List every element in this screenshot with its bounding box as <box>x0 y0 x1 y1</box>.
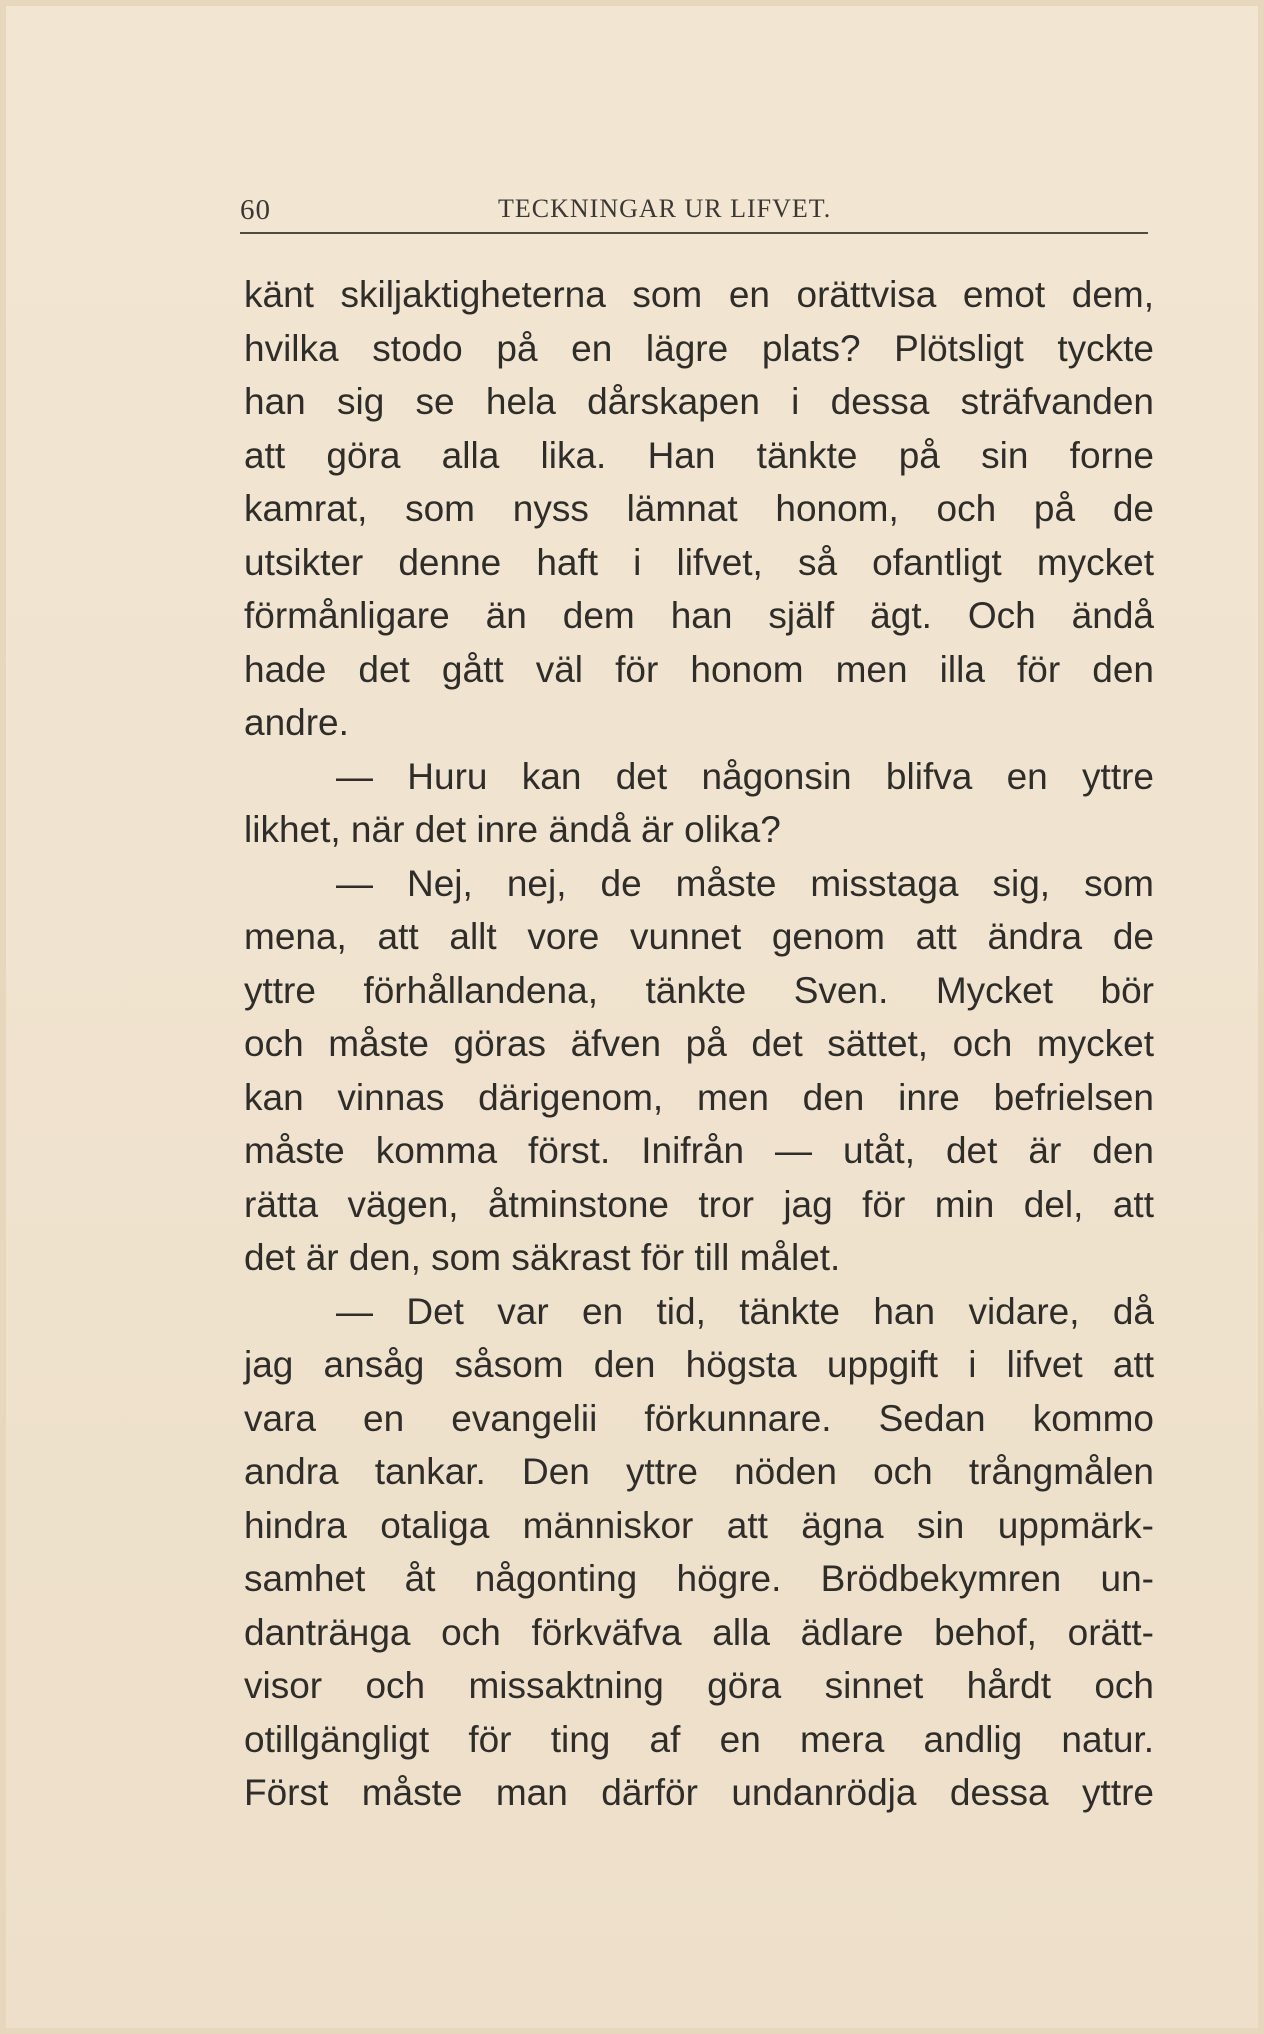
text-line: utsikter denne haft i lifvet, så ofantligt mycket <box>244 541 1154 583</box>
dialogue-line: — Det var en tid, tänkte han vidare, då <box>336 1290 1154 1332</box>
text-line: hvilka stodo på en lägre plats? Plötsligt tyckte <box>244 327 1154 369</box>
text-line: likhet, när det inre ändå är olika? <box>244 809 781 850</box>
text-line: kamrat, som nyss lämnat honom, och på de <box>244 488 1154 529</box>
running-head <box>240 190 1148 234</box>
text-line: visor och missaktning göra sinnet hårdt och <box>244 1665 1154 1706</box>
text-line: danträнga och förkväfva alla ädlare behof, orätt- <box>244 1611 1154 1653</box>
text-line: han sig se hela dårskapen i dessa sträfvanden <box>244 381 1154 422</box>
text-line: otillgängligt för ting af en mera andlig natur. <box>244 1718 1154 1760</box>
text-line: jag ansåg såsom den högsta uppgift i lifvet att <box>244 1344 1154 1385</box>
text-line: yttre förhållandena, tänkte Sven. Mycket bör <box>244 969 1154 1011</box>
text-line: det är den, som säkrast för till målet. <box>244 1237 841 1278</box>
text-line: måste komma först. Inifrån — utåt, det är den <box>244 1130 1154 1171</box>
text-line: kan vinnas därigenom, men den inre befrielsen <box>244 1076 1154 1118</box>
text-line: förmånligare än dem han själf ägt. Och ändå <box>244 595 1154 636</box>
text-line: hade det gått väl för honom men illa för den <box>244 648 1154 690</box>
text-line: mena, att allt vore vunnet genom att ändra de <box>244 916 1154 957</box>
text-line: vara en evangelii förkunnare. Sedan kommo <box>244 1397 1154 1439</box>
dialogue-line: — Huru kan det någonsin blifva en yttre <box>336 755 1154 797</box>
text-line: känt skiljaktigheterna som en orättvisa emot dem, <box>244 274 1154 315</box>
text-line: andre. <box>244 702 349 743</box>
text-line: att göra alla lika. Han tänkte på sin forne <box>244 434 1154 476</box>
text-line: Först måste man därför undanrödja dessa yttre <box>244 1772 1154 1813</box>
text-line: andra tankar. Den yttre nöden och trångmålen <box>244 1451 1154 1492</box>
text-line: samhet åt någonting högre. Brödbekymren un- <box>244 1558 1154 1599</box>
text-line: rätta vägen, åtminstone tror jag för min del, att <box>244 1183 1154 1225</box>
page-body <box>244 268 1154 1820</box>
page-number: 60 <box>240 194 271 226</box>
running-title: TECKNINGAR UR LIFVET. <box>498 194 832 223</box>
dialogue-line: — Nej, nej, de måste misstaga sig, som <box>336 862 1154 904</box>
text-line: hindra otaliga människor att ägna sin uppmärk- <box>244 1504 1154 1546</box>
text-line: och måste göras äfven på det sättet, och mycket <box>244 1023 1154 1064</box>
